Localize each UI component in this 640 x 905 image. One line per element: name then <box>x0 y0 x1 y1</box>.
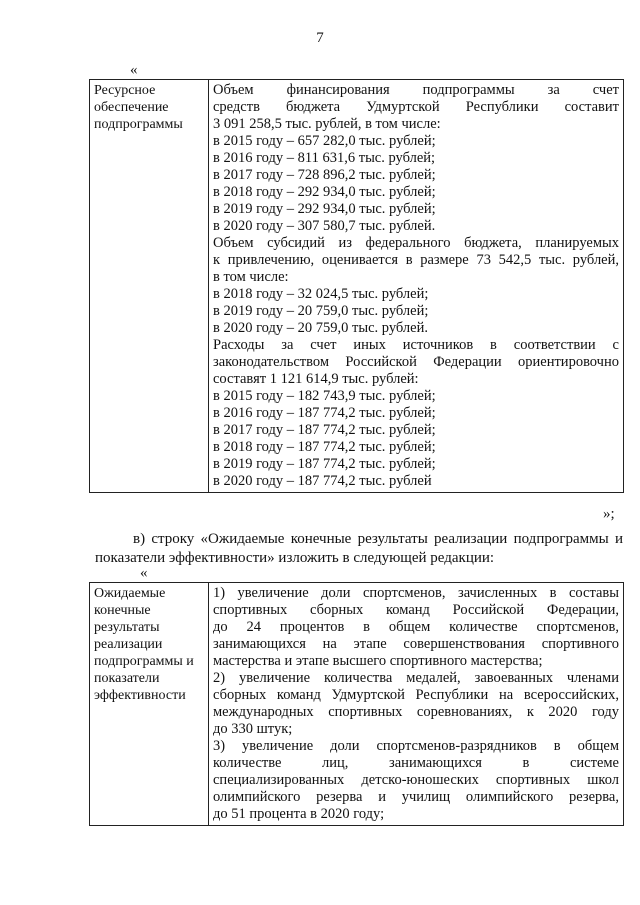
text-line: средств бюджета Удмуртской Республики составит <box>213 99 619 115</box>
text-line: Объем финансирования подпрограммы за счет <box>213 82 619 98</box>
text-line: занимающихся на этапе совершенствования спортивного <box>213 636 619 652</box>
text-line: в 2017 году – 728 896,2 тыс. рублей; <box>213 167 436 183</box>
closing-quote: »; <box>603 506 615 522</box>
text-line: в 2020 году – 307 580,7 тыс. рублей. <box>213 218 436 234</box>
text-line: 3) увеличение доли спортсменов-разрядников в общем <box>213 738 619 754</box>
text-line: в 2018 году – 32 024,5 тыс. рублей; <box>213 286 429 302</box>
text-line: в 2018 году – 292 934,0 тыс. рублей; <box>213 184 436 200</box>
text-line: 2) увеличение количества медалей, завоеванных членами <box>213 670 619 686</box>
text-line: 1) увеличение доли спортсменов, зачисленных в составы <box>213 585 619 601</box>
resource-content <box>209 80 624 493</box>
results-label: Ожидаемые конечные результаты реализации подпрограммы и показатели эффективности <box>90 583 209 826</box>
text-line: в 2019 году – 187 774,2 тыс. рублей; <box>213 456 436 472</box>
text-line: в 2020 году – 20 759,0 тыс. рублей. <box>213 320 428 336</box>
text-line: до 330 штук; <box>213 721 293 737</box>
text-line: специализированных детско-юношеских спортивных школ <box>213 772 619 788</box>
table-row <box>90 80 624 493</box>
text-line: в 2017 году – 187 774,2 тыс. рублей; <box>213 422 436 438</box>
results-content <box>209 583 624 826</box>
text-line: международных спортивных соревнованиях, к 2020 году <box>213 704 619 720</box>
text-line: Расходы за счет иных источников в соответствии с <box>213 337 619 353</box>
text-line: в 2016 году – 811 631,6 тыс. рублей; <box>213 150 436 166</box>
text-line: до 51 процента в 2020 году; <box>213 806 385 822</box>
amendment-paragraph: в) строку «Ожидаемые конечные результаты реализации подпрограммы и показатели эффективности» изложить в следующей редакции: <box>95 531 623 566</box>
text-line: в 2018 году – 187 774,2 тыс. рублей; <box>213 439 436 455</box>
opening-quote-2: « <box>140 565 148 581</box>
text-line: Объем субсидий из федерального бюджета, планируемых <box>213 235 619 251</box>
text-line: в 2019 году – 20 759,0 тыс. рублей; <box>213 303 429 319</box>
text-line: законодательством Российской Федерации ориентировочно <box>213 354 619 370</box>
results-table <box>89 582 624 826</box>
text-line: в 2016 году – 187 774,2 тыс. рублей; <box>213 405 436 421</box>
text-line: составят 1 121 614,9 тыс. рублей: <box>213 371 419 387</box>
opening-quote: « <box>130 62 138 78</box>
text-line: сборных команд Удмуртской Республики на всероссийских, <box>213 687 619 703</box>
text-line: 3 091 258,5 тыс. рублей, в том числе: <box>213 116 441 132</box>
text-line: мастерства и этапе высшего спортивного мастерства; <box>213 653 543 669</box>
text-line: количестве лиц, занимающихся в системе <box>213 755 619 771</box>
table-row <box>90 583 624 826</box>
text-line: в 2015 году – 657 282,0 тыс. рублей; <box>213 133 436 149</box>
text-line: спортивных сборных команд Российской Федерации, <box>213 602 619 618</box>
text-line: до 24 процентов в общем количестве спортсменов, <box>213 619 619 635</box>
text-line: олимпийского резерва и училищ олимпийского резерва, <box>213 789 619 805</box>
text-line: к привлечению, оценивается в размере 73 542,5 тыс. рублей, <box>213 252 619 268</box>
resource-table <box>89 79 624 493</box>
text-line: в 2015 году – 182 743,9 тыс. рублей; <box>213 388 436 404</box>
resource-label: Ресурсное обеспечение подпрограммы <box>90 80 209 493</box>
text-line: в 2020 году – 187 774,2 тыс. рублей <box>213 473 432 489</box>
page-number: 7 <box>316 30 324 46</box>
text-line: в 2019 году – 292 934,0 тыс. рублей; <box>213 201 436 217</box>
text-line: в том числе: <box>213 269 289 285</box>
